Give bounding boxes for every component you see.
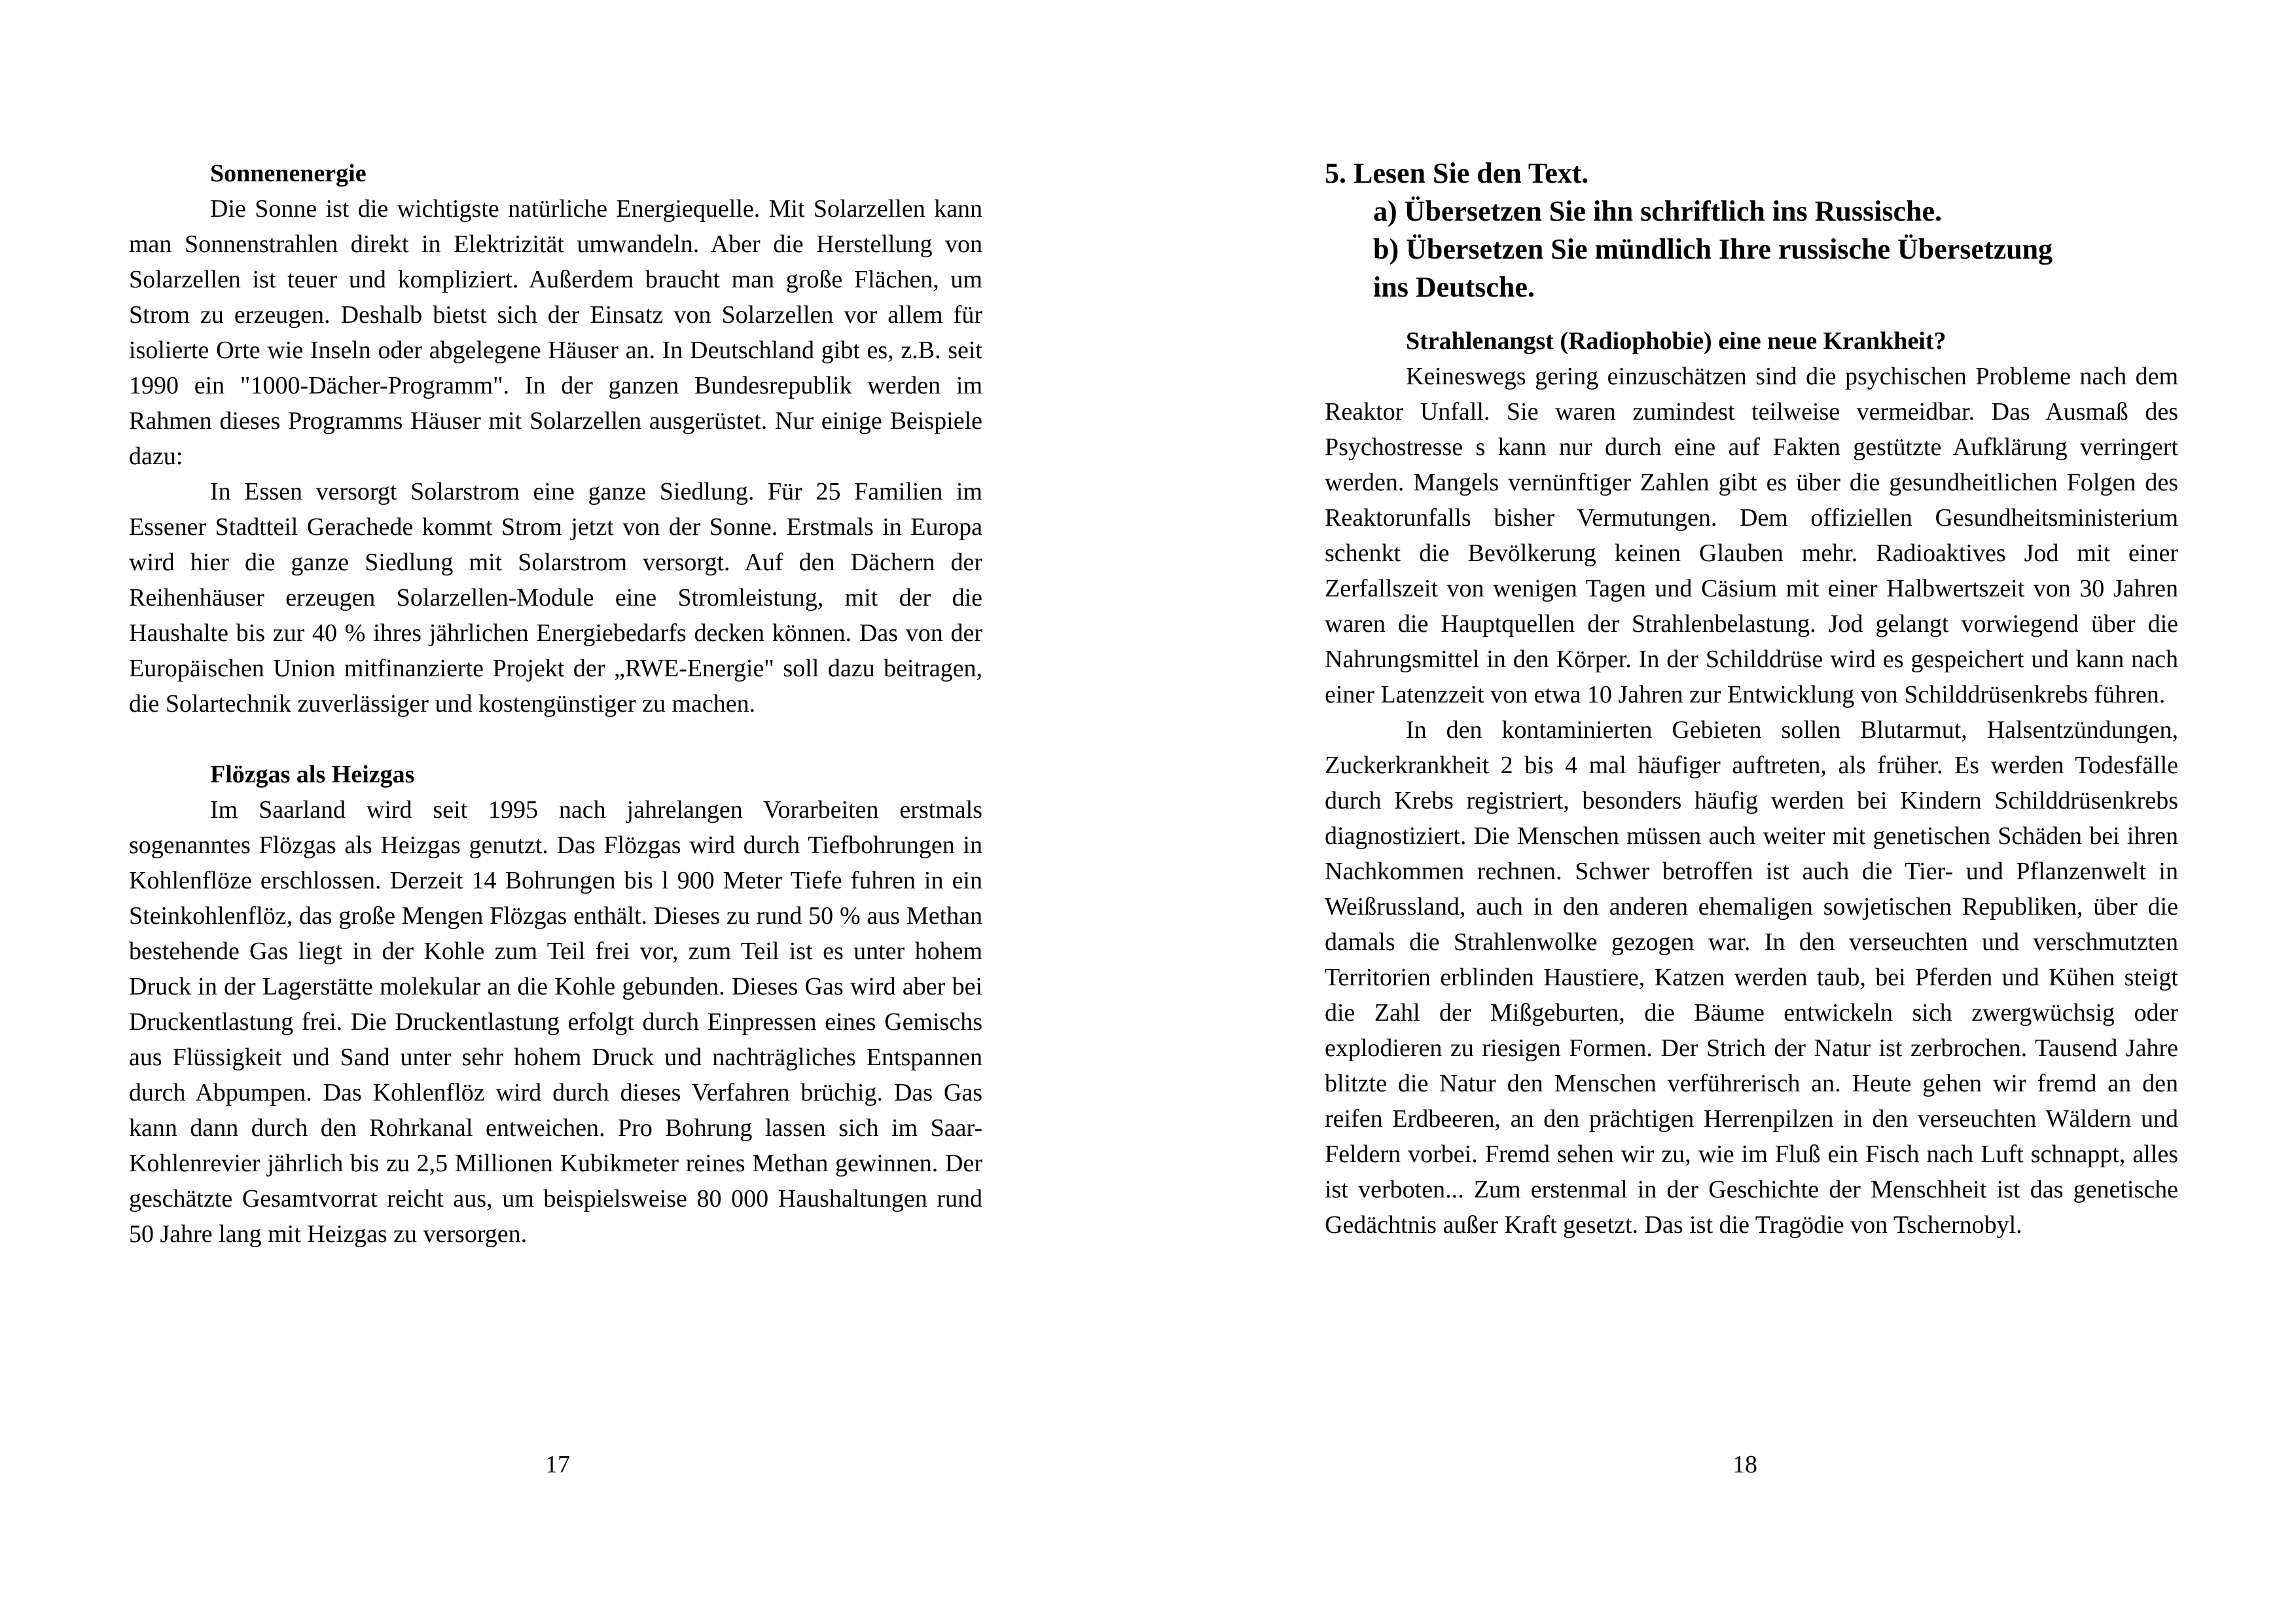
paragraph: Im Saarland wird seit 1995 nach jahrelangen Vorarbeiten erstmals sogenanntes Flözgas als Heizgas genutzt. Das Flözgas wird durch Tiefbohrungen in Kohlenflöze erschlossen. Derzeit 14 Bohrungen bis l 900 Meter Tiefe fuhren in ein Steinkohlenflöz, das große Mengen Flözgas enthält. Dieses zu rund 50 % aus Methan bestehende Gas liegt in der Kohle zum Teil frei vor, zum Teil ist es unter hohem Druck in der Lagerstätte molekular an die Kohle gebunden. Dieses Gas wird aber bei Druckentlastung frei. Die Druckentlastung erfolgt durch Einpressen eines Gemischs aus Flüssigkeit und Sand unter sehr hohem Druck und nachträgliches Entspannen durch Abpumpen. Das Kohlenflöz wird durch dieses Verfahren brüchig. Das Gas kann dann durch den Rohrkanal entweichen. Pro Bohrung lassen sich im Saar-Kohlenrevier jährlich bis zu 2,5 Millionen Kubikmeter reines Methan gewinnen. Der geschätzte Gesamtvorrat reicht aus, um beispielsweise 80 000 Haushaltungen rund 50 Jahre lang mit Heizgas zu versorgen. bbox=[129, 796, 982, 1248]
paragraph: In den kontaminierten Gebieten sollen Blutarmut, Halsentzündungen, Zuckerkrankheit 2 bis 4 mal häufiger auftreten, als früher. Es werden Todesfälle durch Krebs registriert, besonders häufig werden bei Kindern Schilddrüsenkrebs diagnostiziert. Die Menschen müssen auch weiter mit genetischen Schäden bei ihren Nachkommen rechnen. Schwer betroffen ist auch die Tier- und Pflanzenwelt in Weißrussland, auch in den anderen ehemaligen sowjetischen Republiken, über die damals die Strahlenwolke gezogen war. In den verseuchten und verschmutzten Territorien erblinden Haustiere, Katzen werden taub, bei Pferden und Kühen steigt die Zahl der Mißgeburten, die Bäume entwickeln sich zwergwüchsig oder explodieren zu riesigen Formen. Der Strich der Natur ist zerbrochen. Tausend Jahre blitzte die Natur den Menschen verführerisch an. Heute gehen wir fremd an den reifen Erdbeeren, an den prächtigen Herrenpilzen in den verseuchten Wäldern und Feldern vorbei. Fremd sehen wir zu, wie im Fluß ein Fisch nach Luft schnappt, alles ist verboten... Zum erstenmal in der Geschichte der Menschheit ist das genetische Gedächtnis außer Kraft gesetzt. Das ist die Tragödie von Tschernobyl. bbox=[1325, 716, 2178, 1239]
page-number: 18 bbox=[1732, 1451, 1757, 1478]
section-heading-sonnenenergie: Sonnenenergie bbox=[210, 160, 367, 187]
section-heading-floezgas: Flözgas als Heizgas bbox=[210, 761, 415, 788]
task-item-b-continued: ins Deutsche. bbox=[1373, 271, 1535, 303]
task-item-b: b) Übersetzen Sie mündlich Ihre russische Übersetzung bbox=[1373, 233, 2053, 265]
paragraph: In Essen versorgt Solarstrom eine ganze Siedlung. Für 25 Familien im Essener Stadtteil Gerachede kommt Strom jetzt von der Sonne. Erstmals in Europa wird hier die ganze Siedlung mit Solarstrom versorgt. Auf den Dächern der Reihenhäuser erzeugen Solarzellen-Module eine Stromleistung, mit der die Haushalte bis zur 40 % ihres jährlichen Energiebedarfs decken können. Das von der Europäischen Union mitfinanzierte Projekt der „RWE-Energie" soll dazu beitragen, die Solartechnik zuverlässiger und kostengünstiger zu machen. bbox=[129, 478, 982, 718]
task-title: 5. Lesen Sie den Text. bbox=[1325, 157, 1589, 189]
left-text-column bbox=[129, 156, 982, 1252]
article-heading: Strahlenangst (Radiophobie) eine neue Krankheit? bbox=[1406, 327, 1946, 355]
paragraph: Die Sonne ist die wichtigste natürliche Energiequelle. Mit Solarzellen kann man Sonnenstrahlen direkt in Elektrizität umwandeln. Aber die Herstellung von Solarzellen ist teuer und kompliziert. Außerdem braucht man große Flächen, um Strom zu erzeugen. Deshalb bietst sich der Einsatz von Solarzellen vor allem für isolierte Orte wie Inseln oder abgelegene Häuser an. In Deutschland gibt es, z.B. seit 1990 ein "1000-Dächer-Programm". In der ganzen Bundesrepublik werden im Rahmen dieses Programms Häuser mit Solarzellen ausgerüstet. Nur einige Beispiele dazu: bbox=[129, 195, 982, 470]
page-number: 17 bbox=[545, 1451, 570, 1478]
task-item-a: a) Übersetzen Sie ihn schriftlich ins Russische. bbox=[1373, 195, 1942, 227]
task-instructions bbox=[1325, 155, 2178, 306]
right-text-column bbox=[1325, 155, 2178, 1243]
section-spacer bbox=[129, 721, 982, 757]
right-page bbox=[1148, 0, 2296, 1623]
paragraph: Keineswegs gering einzuschätzen sind die psychischen Probleme nach dem Reaktor Unfall. Sie waren zumindest teilweise vermeidbar. Das Ausmaß des Psychostresse s kann nur durch eine auf Fakten gestützte Aufklärung verringert werden. Mangels vernünftiger Zahlen gibt es über die gesundheitlichen Folgen des Reaktorunfalls bisher Vermutungen. Dem offiziellen Gesundheitsministerium schenkt die Bevölkerung keinen Glauben mehr. Radioaktives Jod mit einer Zerfallszeit von wenigen Tagen und Cäsium mit einer Halbwertszeit von 30 Jahren waren die Hauptquellen der Strahlenbelastung. Jod gelangt vorwiegend über die Nahrungsmittel in den Körper. In der Schilddrüse wird es gespeichert und kann nach einer Latenzzeit von etwa 10 Jahren zur Entwicklung von Schilddrüsenkrebs führen. bbox=[1325, 363, 2178, 708]
